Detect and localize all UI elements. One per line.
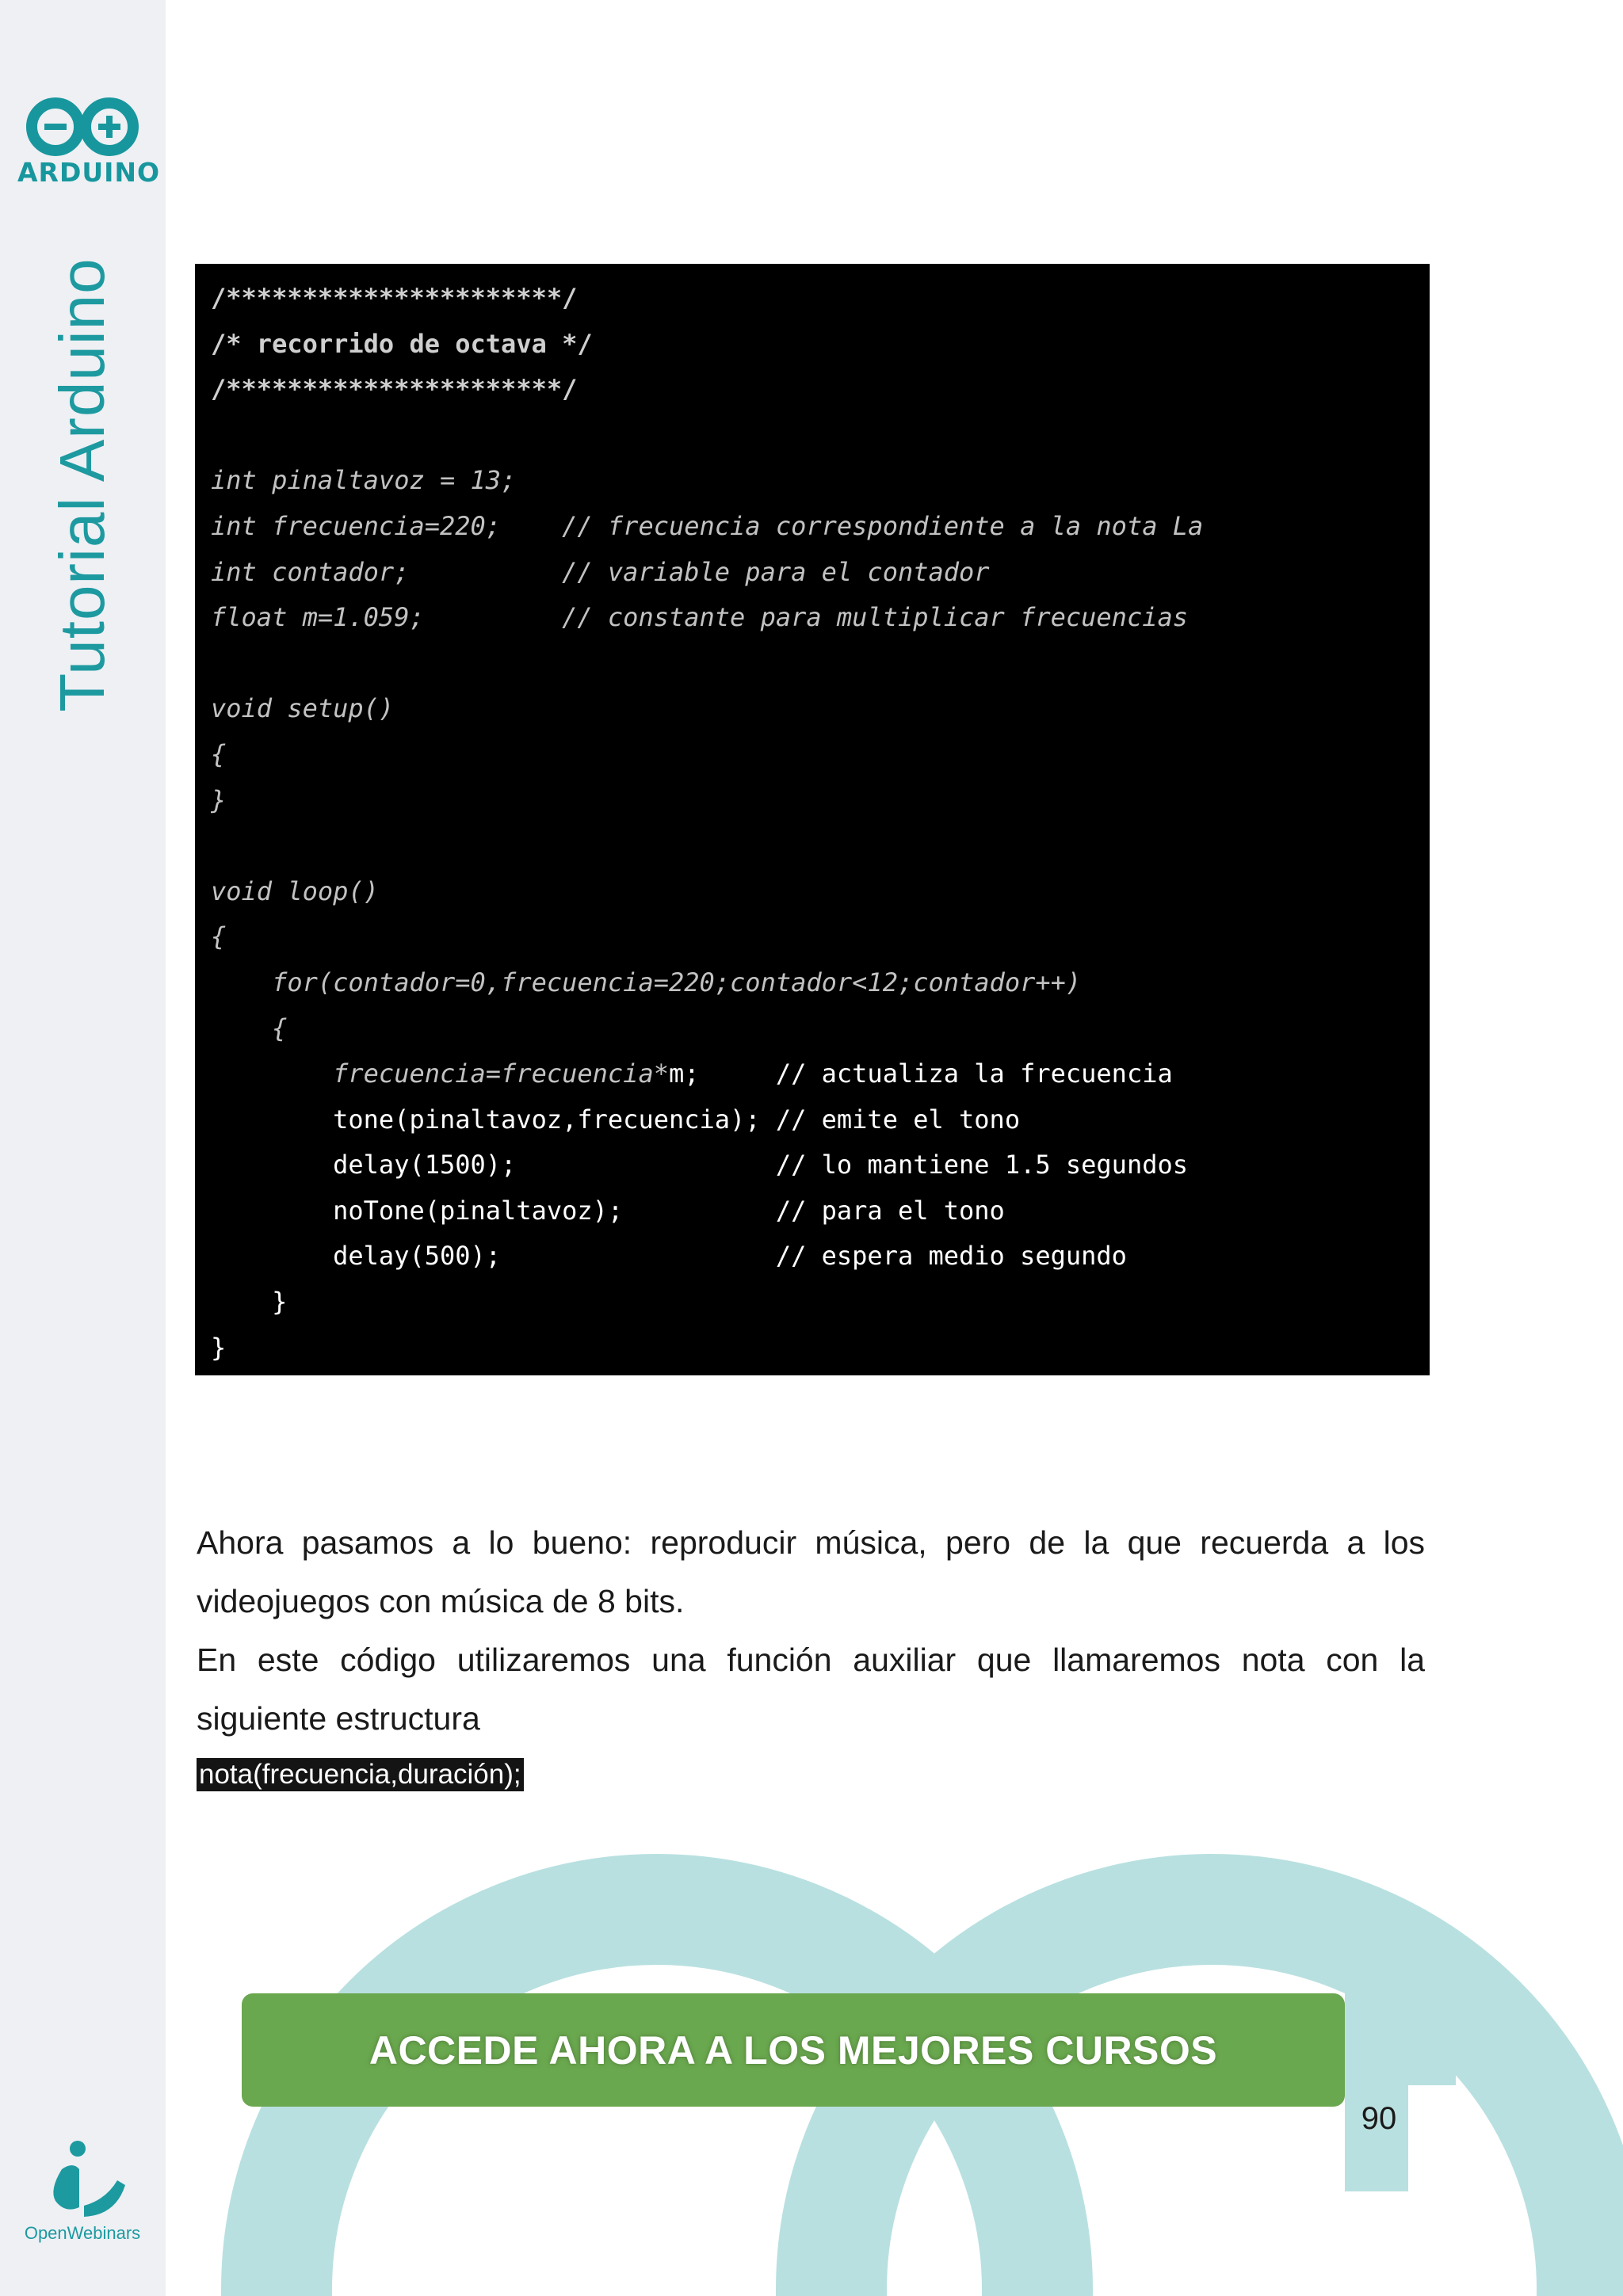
code-line: for(contador=0,frecuencia=220;contador<12;contador++) [211,967,1082,997]
code-line [211,1051,1414,1097]
code-line [211,641,1414,687]
code-line: } [211,784,227,815]
code-block [195,264,1430,1375]
paragraph-line: Ahora pasamos a lo bueno: reproducir música, pero de la que recuerda a los [197,1524,1425,1561]
code-line: float m=1.059; // constante para multiplicar frecuencias [211,602,1188,633]
cta-label: ACCEDE AHORA A LOS MEJORES CURSOS [369,2027,1218,2073]
code-line: { [211,738,227,769]
code-line [211,413,1414,459]
arduino-infinity-icon [17,93,147,157]
paragraph-line: En este código utilizaremos una función auxiliar que llamaremos nota con la [197,1642,1425,1678]
code-line: int contador; // variable para el contador [211,556,990,587]
openwebinars-logo-text: OpenWebinars [24,2223,141,2243]
code-line: int frecuencia=220; // frecuencia correspondiente a la nota La [211,510,1204,541]
code-line: noTone(pinaltavoz); // para el tono [211,1195,1005,1226]
sidebar-title: Tutorial Arduino [47,257,117,712]
code-line [211,823,1414,869]
page-number: 90 [1361,2101,1397,2136]
arduino-logo-text: ARDUINO [17,157,161,188]
cta-courses-button[interactable] [242,1993,1345,2107]
code-line: int pinaltavoz = 13; [211,465,517,496]
openwebinars-icon [17,2138,147,2223]
code-line: } [211,1287,288,1318]
code-line: void loop() [211,875,379,906]
sidebar [0,0,166,2296]
arduino-logo [17,93,161,189]
code-fragment: frecuencia=frecuencia* [211,1058,669,1089]
paragraph-line: videojuegos con música de 8 bits. [197,1583,685,1619]
code-fragment: m; // actualiza la frecuencia [668,1058,1173,1089]
code-line: /* recorrido de octava */ [211,328,593,359]
code-line: delay(500); // espera medio segundo [211,1241,1127,1272]
code-line: { [211,1013,288,1043]
code-line: /**********************/ [211,283,578,313]
code-line: tone(pinaltavoz,frecuencia); // emite el tono [211,1104,1021,1135]
code-line: } [211,1332,227,1363]
openwebinars-logo [17,2138,147,2248]
code-line: /**********************/ [211,374,578,405]
paragraph-line: siguiente estructura [197,1700,480,1737]
code-line: { [211,921,227,952]
code-line: void setup() [211,693,395,724]
inline-code-snippet: nota(frecuencia,duración); [197,1758,524,1791]
code-line: delay(1500); // lo mantiene 1.5 segundos [211,1150,1188,1180]
